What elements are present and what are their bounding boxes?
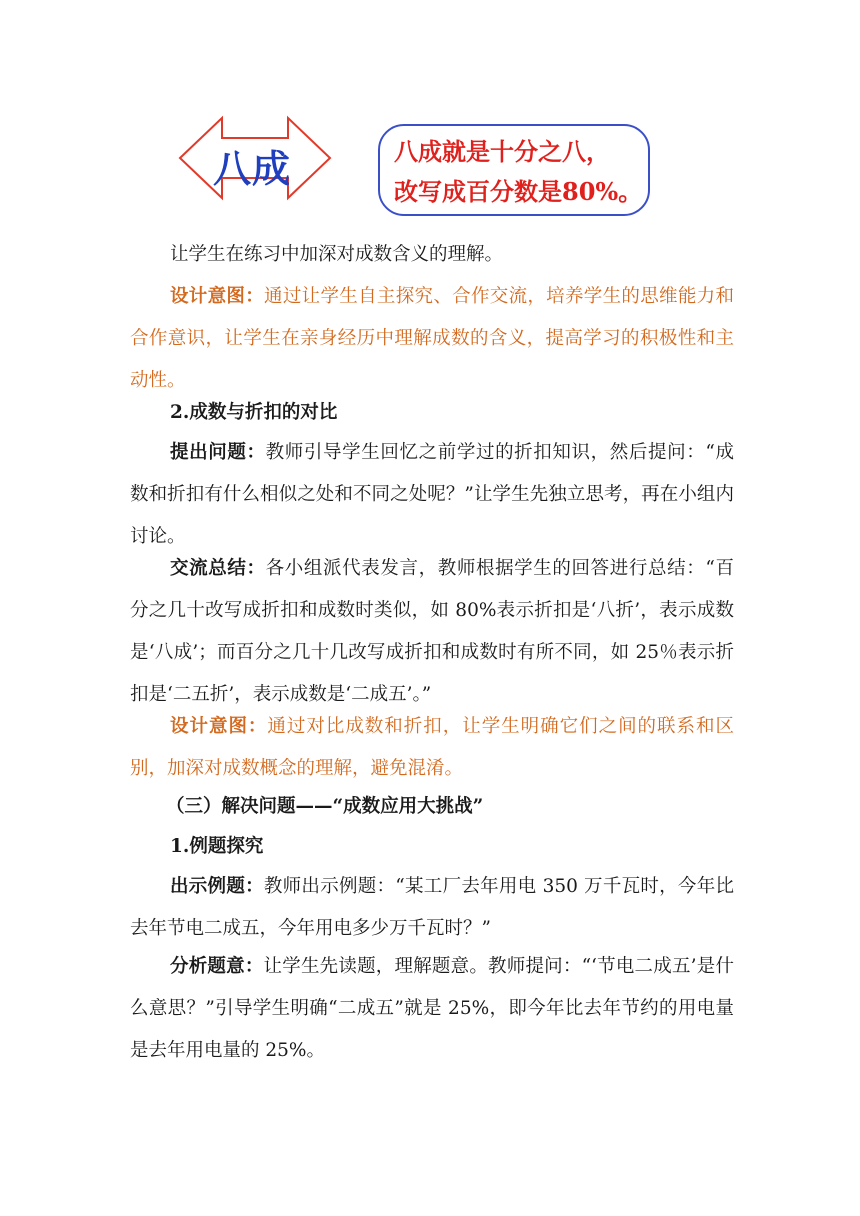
label-raise-question: 提出问题：: [170, 442, 266, 463]
callout-box: [378, 124, 650, 216]
paragraph-example: 出示例题：教师出示例题：“某工厂去年用电 350 万千瓦时，今年比去年节电二成五，今年用电多少万千瓦时？”: [130, 876, 734, 939]
paragraph-analysis: 分析题意：让学生先读题，理解题意。教师提问：“‘节电二成五’是什么意思？”引导学生明确“二成五”就是 25%，即今年比去年节约的用电量是去年用电量的 25%。: [130, 956, 734, 1061]
arrow-label: 八成: [212, 147, 291, 191]
paragraph-design-intent-1: 设计意图：通过让学生自主探究、合作交流，培养学生的思维能力和合作意识，让学生在亲身经历中理解成数的含义，提高学习的积极性和主动性。: [130, 286, 734, 391]
label-design-intent: 设计意图：: [170, 286, 265, 307]
section-heading-solve: （三）解决问题——“成数应用大挑战”: [166, 796, 484, 817]
label-show-example: 出示例题：: [170, 876, 264, 897]
label-summary: 交流总结：: [170, 558, 266, 579]
paragraph-practice: 让学生在练习中加深对成数含义的理解。: [170, 244, 504, 265]
section-heading-comparison: 2.成数与折扣的对比: [170, 402, 338, 423]
paragraph-design-intent-2: 设计意图：通过对比成数和折扣，让学生明确它们之间的联系和区别，加深对成数概念的理解，避免混淆。: [130, 716, 734, 779]
eight-tenths-figure: [170, 96, 670, 226]
label-design-intent-2: 设计意图：: [170, 716, 268, 737]
callout-line-2: 改写成百分数是80%。: [394, 177, 643, 206]
callout-line-1: 八成就是十分之八，: [394, 137, 610, 166]
label-analysis: 分析题意：: [170, 956, 264, 977]
paragraph-raise-question: 提出问题：教师引导学生回忆之前学过的折扣知识，然后提问：“成数和折扣有什么相似之处和不同之处呢？”让学生先独立思考，再在小组内讨论。: [130, 442, 734, 547]
section-heading-example: 1.例题探究: [170, 836, 264, 857]
paragraph-summary: 交流总结：各小组派代表发言，教师根据学生的回答进行总结：“百分之几十改写成折扣和成数时类似，如 80%表示折扣是‘八折’，表示成数是‘八成’；而百分之几十几改写成折扣和成数时有所不同，如 25％表示折扣是‘二五折’，表示成数是‘二成五’。”: [130, 558, 734, 705]
